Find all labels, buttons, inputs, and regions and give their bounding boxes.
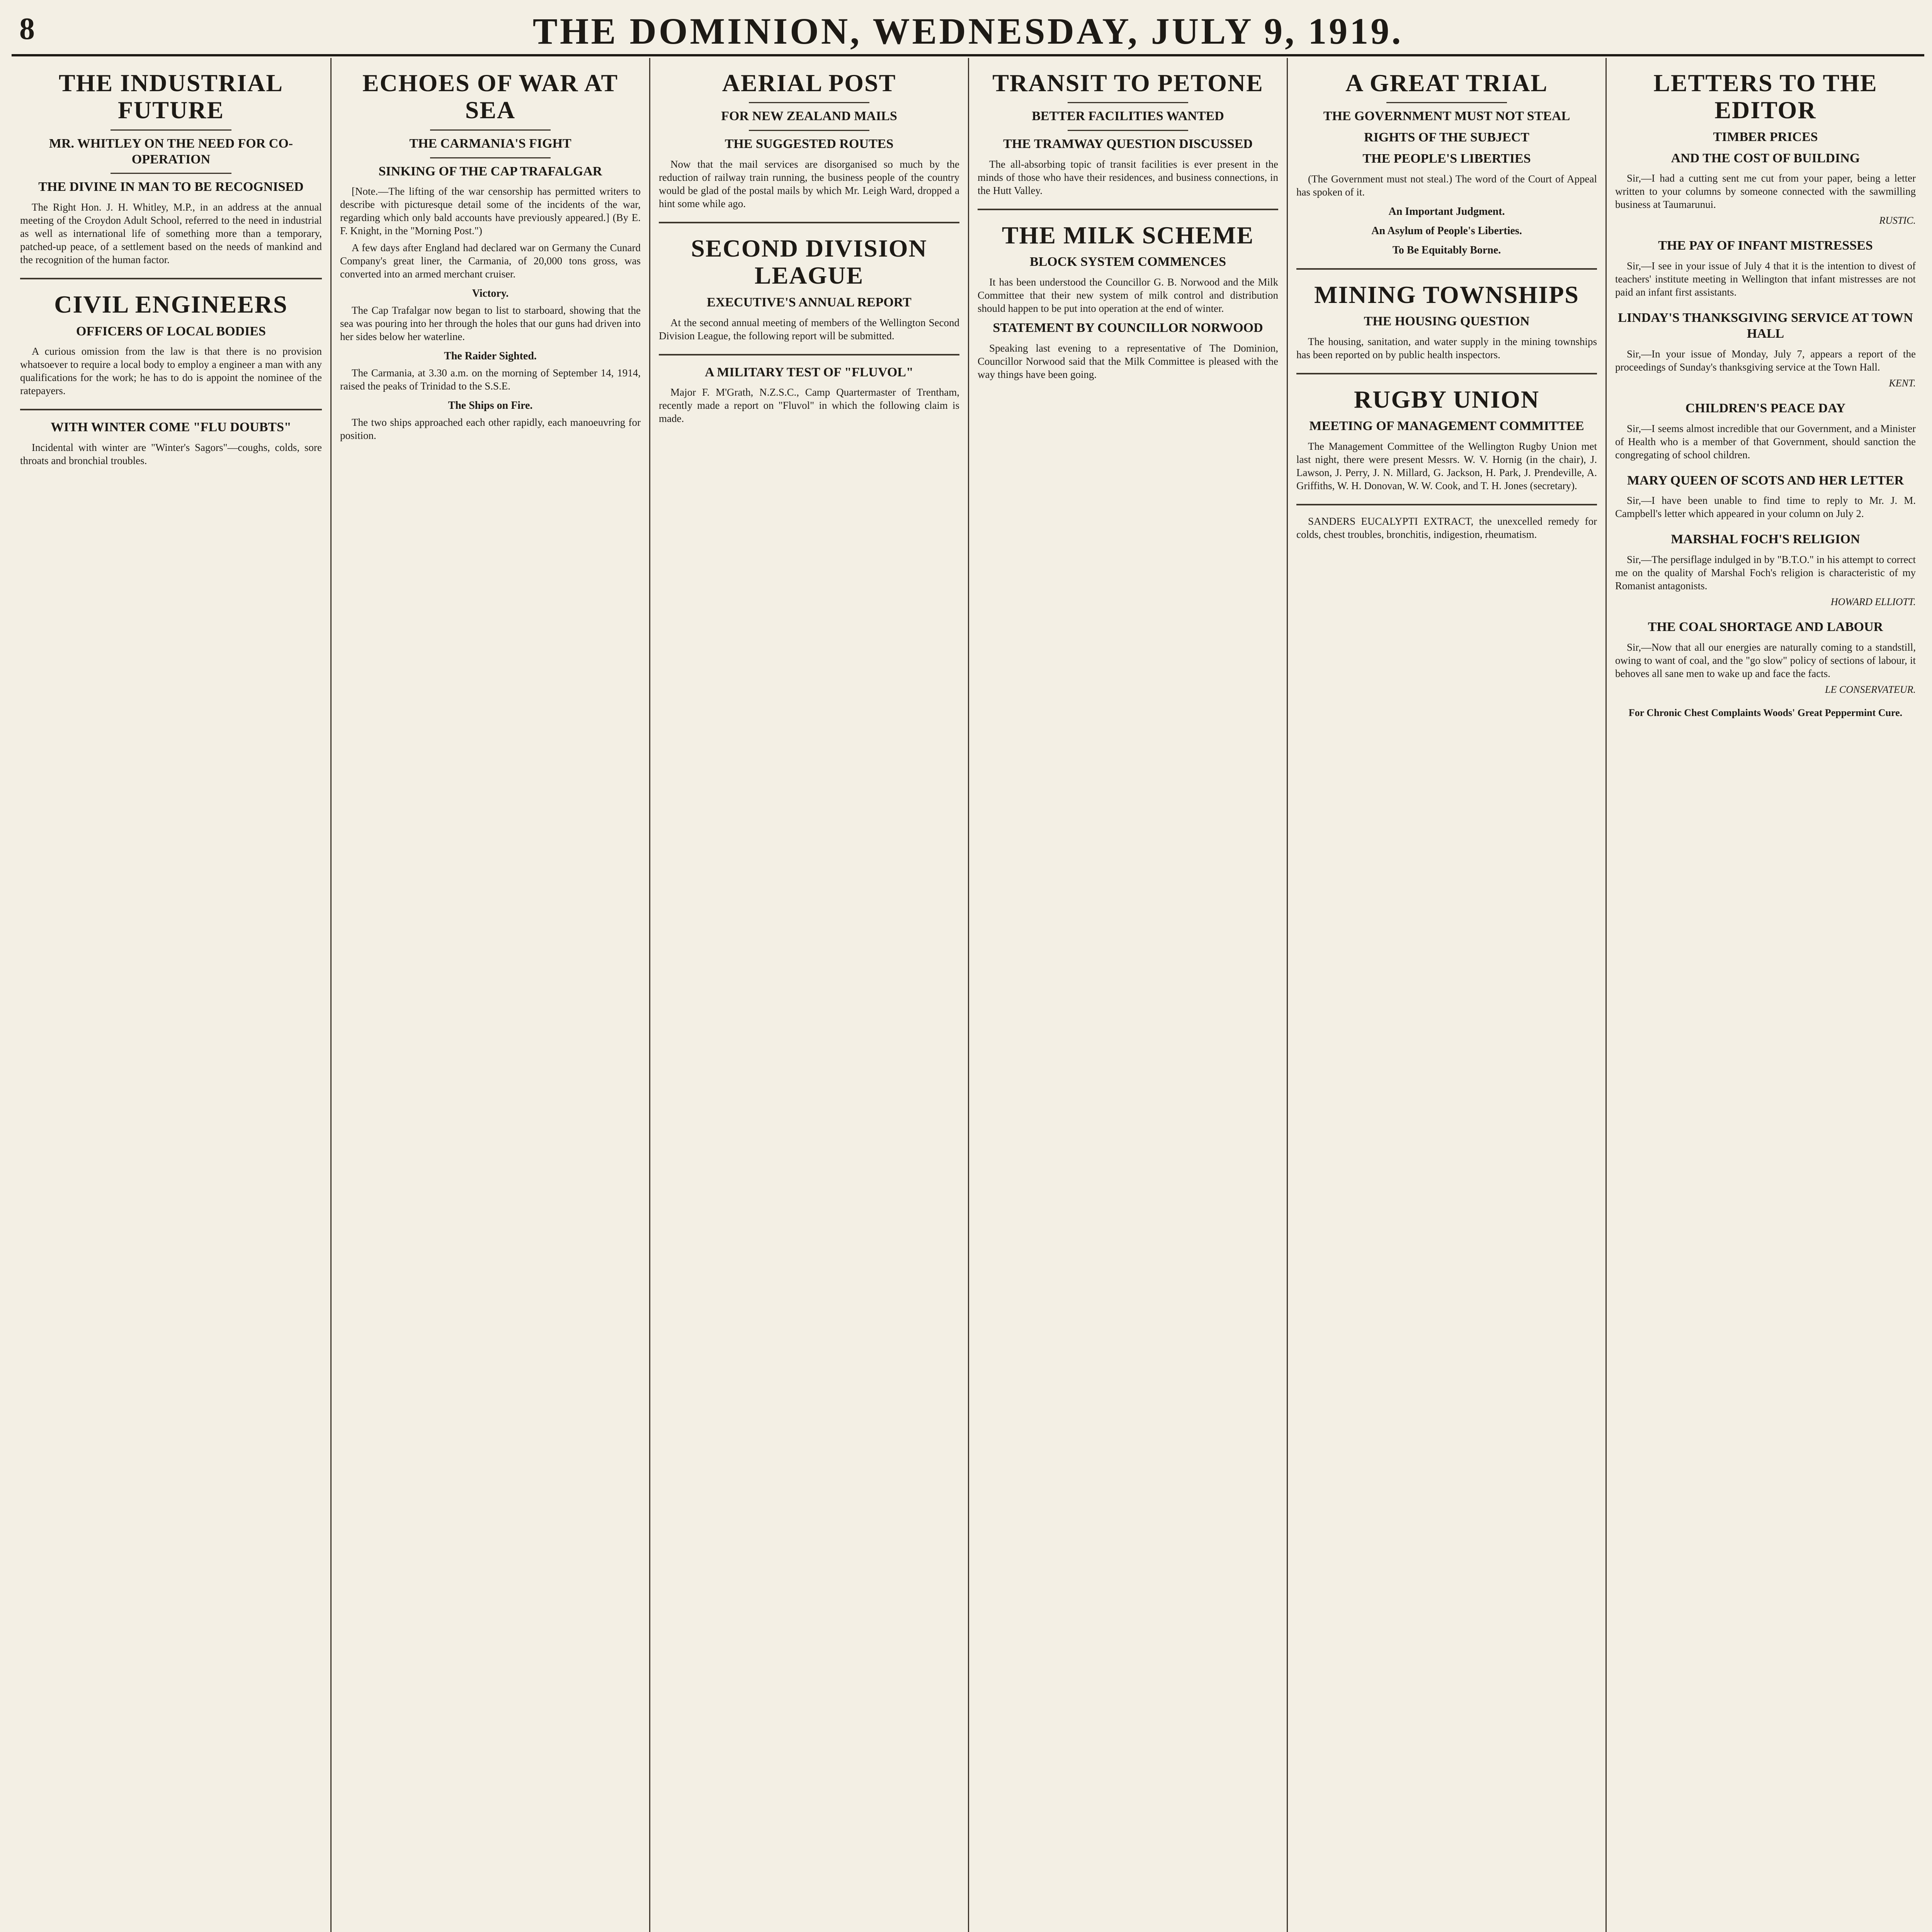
deck: THE DIVINE IN MAN TO BE RECOGNISED	[38, 180, 304, 194]
divider	[1068, 130, 1188, 131]
letter-thanksgiving-service	[1615, 310, 1916, 389]
divider	[430, 129, 550, 131]
divider	[1296, 268, 1597, 270]
deck: THE COAL SHORTAGE AND LABOUR	[1648, 620, 1883, 634]
body-paragraph: [Note.—The lifting of the war censorship has permitted writers to describe with picturesque detail some of the incidents of the war, regarding which only bald accounts have previously appeared.] (By E. F. Knight, in the "Morning Post.")	[340, 185, 641, 237]
divider	[1386, 102, 1507, 103]
body-paragraph: Sir,—I have been unable to find time to reply to Mr. J. M. Campbell's letter which appeared in your column on July 2.	[1615, 495, 1916, 520]
divider	[1068, 102, 1188, 103]
deck: MR. WHITLEY ON THE NEED FOR CO-OPERATION	[49, 136, 293, 167]
body-paragraph: At the second annual meeting of members of the Wellington Second Division League, the following report will be submitted.	[659, 316, 959, 342]
deck: THE TRAMWAY QUESTION DISCUSSED	[1003, 137, 1253, 151]
deck: BETTER FACILITIES WANTED	[1032, 109, 1224, 124]
body-paragraph: Sir,—In your issue of Monday, July 7, appears a report of the proceedings of Sunday's thanksgiving service at the Town Hall.	[1615, 348, 1916, 373]
deck: THE CARMANIA'S FIGHT	[409, 136, 571, 151]
deck: OFFICERS OF LOCAL BODIES	[76, 324, 266, 338]
divider	[111, 129, 231, 131]
deck: CHILDREN'S PEACE DAY	[1685, 401, 1846, 415]
deck: MARSHAL FOCH'S RELIGION	[1671, 532, 1860, 547]
article-great-trial	[1296, 70, 1597, 257]
deck: MARY QUEEN OF SCOTS AND HER LETTER	[1627, 473, 1904, 488]
letter-timber-prices	[1615, 129, 1916, 227]
headline: THE INDUSTRIAL FUTURE	[58, 69, 284, 124]
body-paragraph: The Carmania, at 3.30 a.m. on the morning of September 14, 1914, raised the peaks of Trinidad to the S.S.E.	[340, 367, 641, 392]
body-paragraph: The Management Committee of the Wellington Rugby Union met last night, there were present Messrs. W. V. Hornig (in the chair), J. Lawson, J. Perry, J. N. Millard, G. Jackson, H. Park, J. Prendeville, A. Griffiths, W. H. Donovan, W. W. Cook, and T. H. Jones (secretary).	[1296, 440, 1597, 492]
deck: THE PAY OF INFANT MISTRESSES	[1658, 238, 1873, 253]
divider	[430, 157, 550, 158]
body-paragraph: Sir,—I seems almost incredible that our Government, and a Minister of Health who is a member of that Government, should sanction the congregating of school children.	[1615, 422, 1916, 461]
article-industrial-future	[20, 70, 322, 266]
body-paragraph: A few days after England had declared war on Germany the Cunard Company's great liner, the Carmania, of 20,000 tons gross, was converted into an armed merchant cruiser.	[340, 242, 641, 280]
page-number: 8	[19, 12, 35, 46]
advertisement: For Chronic Chest Complaints Woods' Great Peppermint Cure.	[1628, 707, 1903, 718]
subheading: An Important Judgment.	[1388, 205, 1505, 218]
subheading: An Asylum of People's Liberties.	[1371, 224, 1522, 237]
deck: RIGHTS OF THE SUBJECT	[1364, 130, 1529, 145]
deck: THE GOVERNMENT MUST NOT STEAL	[1323, 109, 1570, 124]
divider	[20, 409, 322, 410]
signature: LE CONSERVATEUR.	[1825, 684, 1916, 695]
headline: THE MILK SCHEME	[1002, 221, 1254, 249]
body-paragraph: The housing, sanitation, and water supply in the mining townships has been reported on by public health inspectors.	[1296, 335, 1597, 361]
body-paragraph: Sir,—Now that all our energies are naturally coming to a standstill, owing to want of coal, and the "go slow" policy of sections of labour, it behoves all sane men to wake up and face the facts.	[1615, 641, 1916, 679]
deck: THE SUGGESTED ROUTES	[724, 137, 894, 151]
column-2	[330, 58, 649, 1932]
deck: EXECUTIVE'S ANNUAL REPORT	[707, 295, 912, 310]
divider	[749, 130, 869, 131]
body-paragraph: The Cap Trafalgar now began to list to starboard, showing that the sea was pouring into her through the holes that our guns had driven into her sides below her waterline.	[340, 304, 641, 343]
article-war-at-sea	[340, 70, 641, 442]
deck: A MILITARY TEST OF "FLUVOL"	[705, 365, 913, 379]
masthead	[12, 8, 1924, 56]
headline: MINING TOWNSHIPS	[1314, 281, 1579, 308]
column-4	[968, 58, 1287, 1932]
headline: TRANSIT TO PETONE	[992, 69, 1264, 97]
columns	[12, 58, 1924, 1932]
article-fluvol	[659, 365, 959, 425]
subheading: The Ships on Fire.	[448, 400, 533, 412]
body-paragraph: Major F. M'Grath, N.Z.S.C., Camp Quartermaster of Trentham, recently made a report on "Fluvol" in which the following claim is made.	[659, 386, 959, 425]
body-paragraph: The two ships approached each other rapidly, each manoeuvring for position.	[340, 417, 641, 442]
body-paragraph: The all-absorbing topic of transit facilities is ever present in the minds of those who have their residences, and business connections, in the Hutt Valley.	[978, 158, 1278, 196]
deck: WITH WINTER COME "FLU DOUBTS"	[51, 420, 291, 435]
deck: THE HOUSING QUESTION	[1364, 314, 1530, 329]
letter-mary-queen-of-scots	[1615, 473, 1916, 520]
column-1	[12, 58, 330, 1932]
headline: A GREAT TRIAL	[1345, 69, 1548, 97]
deck: SINKING OF THE CAP TRAFALGAR	[378, 164, 602, 179]
headline: RUGBY UNION	[1354, 385, 1540, 413]
letter-infant-mistresses	[1615, 238, 1916, 299]
article-civil-engineers	[20, 291, 322, 397]
divider	[1296, 373, 1597, 374]
body-paragraph: Now that the mail services are disorganised so much by the reduction of railway train running, the business people of the country would be glad of the postal mails by which Mr. Leigh Ward, dropped a hint some while ago.	[659, 158, 959, 209]
column-6	[1605, 58, 1924, 1932]
body-paragraph: Incidental with winter are "Winter's Sagors"—coughs, colds, sore throats and bronchial troubles.	[20, 442, 322, 467]
column-3	[649, 58, 968, 1932]
headline: AERIAL POST	[722, 69, 896, 97]
article-mining-townships	[1296, 281, 1597, 361]
article-second-division-league	[659, 235, 959, 342]
body-paragraph: It has been understood the Councillor G. B. Norwood and the Milk Committee that their new system of milk control and distribution should happen to be put into operation at the end of winter.	[978, 276, 1278, 315]
headline: ECHOES OF WAR AT SEA	[362, 69, 619, 124]
headline: CIVIL ENGINEERS	[54, 291, 288, 318]
body-paragraph: Speaking last evening to a representative of The Dominion, Councillor Norwood said that the Milk Committee is pleased with the way things have been going.	[978, 342, 1278, 380]
article-winter	[20, 420, 322, 467]
headline: LETTERS TO THE EDITOR	[1653, 69, 1878, 124]
subheading: Victory.	[472, 287, 509, 300]
article-milk-scheme	[978, 222, 1278, 381]
divider	[1296, 504, 1597, 505]
divider	[111, 173, 231, 174]
signature: KENT.	[1889, 377, 1916, 389]
subheading: The Raider Sighted.	[444, 350, 537, 362]
deck: THE PEOPLE'S LIBERTIES	[1362, 151, 1531, 166]
signature: HOWARD ELLIOTT.	[1830, 596, 1916, 608]
article-transit-petone	[978, 70, 1278, 197]
deck: FOR NEW ZEALAND MAILS	[721, 109, 897, 124]
body-paragraph: The Right Hon. J. H. Whitley, M.P., in an address at the annual meeting of the Croydon Adult School, referred to the need in industrial as well as international life of something more than a temporary, patched-up peace, of a settlement based on the needs of mankind and the recognition of the human factor.	[20, 201, 322, 266]
divider	[659, 222, 959, 223]
deck: STATEMENT BY COUNCILLOR NORWOOD	[993, 321, 1263, 335]
letter-childrens-peace-day	[1615, 401, 1916, 461]
body-paragraph: Sir,—I see in your issue of July 4 that it is the intention to divest of teachers' institute meeting in Wellington that infant mistresses are not paid an infant first assistants.	[1615, 260, 1916, 298]
body-paragraph: (The Government must not steal.) The word of the Court of Appeal has spoken of it.	[1296, 173, 1597, 198]
column-5	[1287, 58, 1605, 1932]
divider	[749, 102, 869, 103]
article-aerial-post	[659, 70, 959, 210]
divider	[20, 278, 322, 279]
divider	[659, 354, 959, 355]
headline: SECOND DIVISION LEAGUE	[691, 234, 927, 289]
deck: TIMBER PRICES	[1713, 129, 1818, 144]
article-rugby-union	[1296, 386, 1597, 492]
deck: MEETING OF MANAGEMENT COMMITTEE	[1309, 419, 1584, 434]
divider	[978, 209, 1278, 210]
body-paragraph: Sir,—I had a cutting sent me cut from your paper, being a letter written to your columns by someone connected with the sawmilling business at Taumarunui.	[1615, 172, 1916, 211]
deck: AND THE COST OF BUILDING	[1671, 151, 1860, 165]
deck: BLOCK SYSTEM COMMENCES	[1029, 255, 1226, 269]
advertisement: SANDERS EUCALYPTI EXTRACT, the unexcelled remedy for colds, chest troubles, bronchitis, indigestion, rheumatism.	[1296, 515, 1597, 541]
deck: LINDAY'S THANKSGIVING SERVICE AT TOWN HALL	[1618, 311, 1913, 341]
newspaper-title: THE DOMINION, WEDNESDAY, JULY 9, 1919.	[532, 10, 1403, 52]
body-paragraph: Sir,—The persiflage indulged in by "B.T.O." in his attempt to correct me on the quality of Marshal Foch's religion is characteristic of my Romanist antagonists.	[1615, 554, 1916, 592]
subheading: To Be Equitably Borne.	[1392, 244, 1501, 256]
letter-marshal-foch	[1615, 532, 1916, 608]
body-paragraph: A curious omission from the law is that there is no provision whatsoever to require a local body to employ a engineer a man with any qualifications for the work; he has to do is appoint the nominee of the ratepayers.	[20, 345, 322, 397]
signature: RUSTIC.	[1879, 215, 1916, 226]
letter-coal-shortage	[1615, 619, 1916, 696]
